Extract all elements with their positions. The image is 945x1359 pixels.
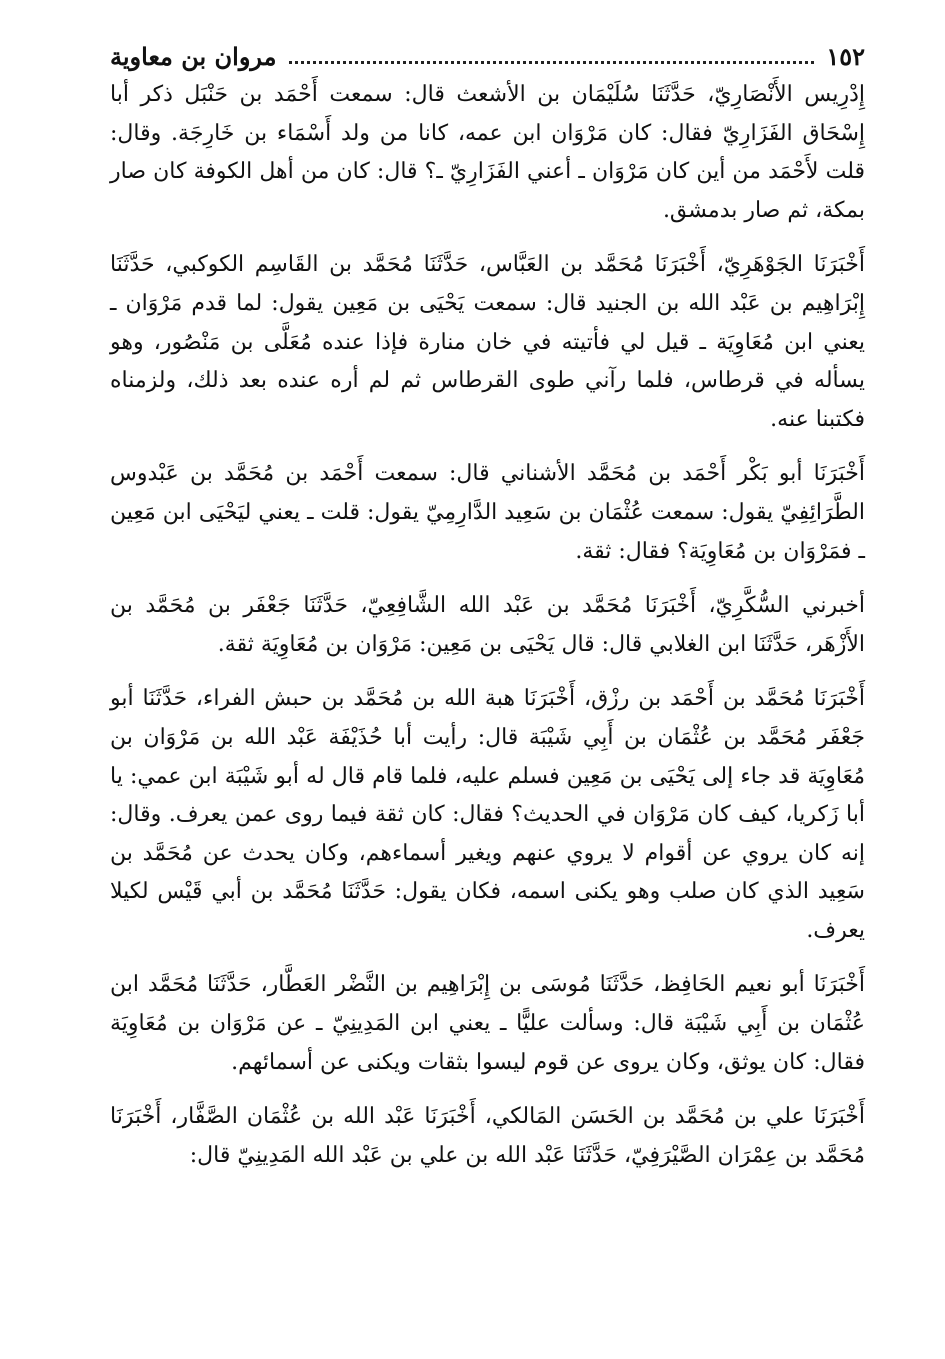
header-dotted-leader (289, 61, 815, 64)
page-body (110, 76, 865, 1175)
paragraph-2: أَخْبَرَنَا الجَوْهَرِيّ، أَخْبَرَنَا مُحَمَّد بن العَبَّاس، حَدَّثَنَا مُحَمَّد بن القَاسِم الكوكبي، حَدَّثَنَا إِبْرَاهِيم بن عَبْد الله بن الجنيد قال: سمعت يَحْيَى بن مَعِين يقول: لما قدم مَرْوَان ـ يعني ابن مُعَاوِيَة ـ قيل لي فأتيته في خان منارة فإذا عنده مُعَلَّى بن مَنْصُور، وهو يسأله في قرطاس، فلما رآني طوى القرطاس ثم لم أره عنده بعد ذلك، ولزمناه فكتبنا عنه. (110, 252, 866, 432)
page-number: ١٥٢ (826, 42, 865, 71)
chapter-title: مروان بن معاوية (110, 42, 277, 71)
paragraph-4: أخبرني السُّكَّرِيّ، أَخْبَرَنَا مُحَمَّد بن عَبْد الله الشَّافِعِيّ، حَدَّثَنَا جَعْفَر بن مُحَمَّد بن الأَزْهَر، حَدَّثَنَا ابن الغلابي قال: قال يَحْيَى بن مَعِين: مَرْوَان بن مُعَاوِيَة ثقة. (110, 593, 865, 657)
paragraph-6: أَخْبَرَنَا أبو نعيم الحَافِظ، حَدَّثَنَا مُوسَى بن إِبْرَاهِيم بن النَّضْر العَطَّار، حَدَّثَنَا مُحَمَّد ابن عُثْمَان بن أَبِي شَيْبَة قال: وسألت عليًّا ـ يعني ابن المَدِينِيّ ـ عن مَرْوَان بن مُعَاوِيَة فقال: كان يوثق، وكان يروى عن قوم ليسوا بثقات ويكنى عن أسمائهم. (110, 972, 865, 1075)
page-header (110, 38, 865, 72)
paragraph-7: أَخْبَرَنَا علي بن مُحَمَّد بن الحَسَن المَالكي، أَخْبَرَنَا عَبْد الله بن عُثْمَان الصَّفَّار، أَخْبَرَنَا مُحَمَّد بن عِمْرَان الصَّيْرَفِيّ، حَدَّثَنَا عَبْد الله بن علي بن عَبْد الله المَدِينِيّ قال: (110, 1104, 865, 1168)
paragraph-5: أَخْبَرَنَا مُحَمَّد بن أَحْمَد بن رزْق، أَخْبَرَنَا هبة الله بن مُحَمَّد بن حبش الفراء، حَدَّثَنَا أبو جَعْفَر مُحَمَّد بن عُثْمَان بن أَبِي شَيْبَة قال: رأيت أبا حُذَيْفَة عَبْد الله بن مَرْوَان بن مُعَاوِيَة قد جاء إلى يَحْيَى بن مَعِين فسلم عليه، فلما قام قال له أبو شَيْبَة ابن عمي: يا أبا زَكريا، كيف كان مَرْوَان في الحديث؟ فقال: كان ثقة فيما روى عمن يعرف. وقال: إنه كان يروي عن أقوام لا يروي عنهم ويغير أسماءهم، وكان يحدث عن مُحَمَّد بن سَعِيد الذي كان صلب وهو يكنى اسمه، فكان يقول: حَدَّثَنَا مُحَمَّد بن أبي قَيْس لكيلا يعرف. (110, 686, 865, 943)
paragraph-3: أَخْبَرَنَا أبو بَكْر أَحْمَد بن مُحَمَّد الأشناني قال: سمعت أَحْمَد بن مُحَمَّد بن عَبْدوس الطَّرَائِفِيّ يقول: سمعت عُثْمَان بن سَعِيد الدَّارِمِيّ يقول: قلت ـ يعني ليَحْيَى ابن مَعِين ـ فمَرْوَان بن مُعَاوِيَة؟ فقال: ثقة. (110, 461, 865, 564)
paragraph-1: إِدْرِيس الأَنْصَارِيّ، حَدَّثَنَا سُلَيْمَان بن الأشعث قال: سمعت أَحْمَد بن حَنْبَل ذكر أبا إِسْحَاق الفَزَارِيّ فقال: كان مَرْوَان ابن عمه، كانا من ولد أَسْمَاء بن خَارِجَة. وقال: قلت لأَحْمَد من أين كان مَرْوَان ـ أعني الفَزَارِيّ ـ؟ قال: كان من أهل الكوفة كان صار بمكة، ثم صار بدمشق. (110, 82, 865, 223)
